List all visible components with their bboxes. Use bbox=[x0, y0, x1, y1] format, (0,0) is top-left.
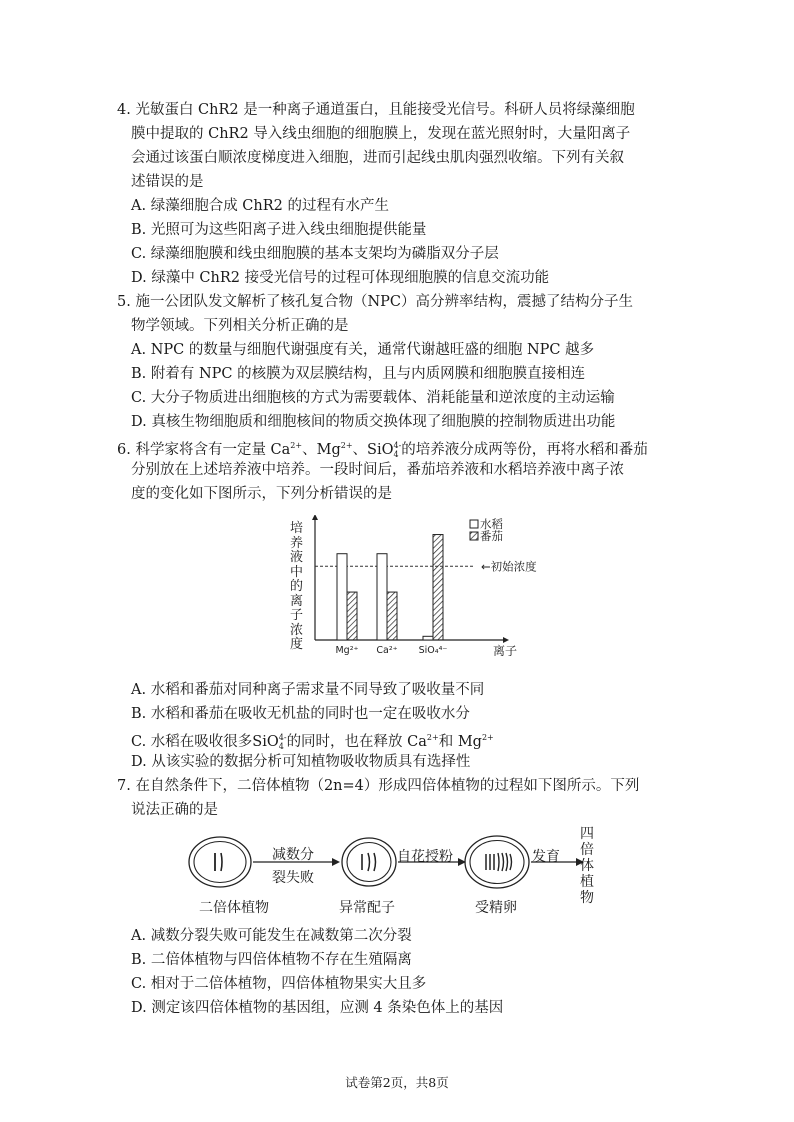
q6-text: 的同时，也在释放 Ca bbox=[286, 733, 427, 750]
q6-superscript: 2+ bbox=[481, 733, 494, 742]
initial-concentration-label: ←初始浓度 bbox=[481, 559, 537, 574]
q4-option-d: D. 绿藻中 ChR2 接受光信号的过程可体现细胞膜的信息交流功能 bbox=[131, 270, 550, 286]
stage-3-label: 受精卵 bbox=[475, 900, 517, 916]
q6-stem-line: 分别放在上述培养液中培养。一段时间后，番茄培养液和水稻培养液中离子浓 bbox=[131, 462, 624, 478]
q4-stem-line: 述错误的是 bbox=[131, 174, 204, 190]
page-footer: 试卷第2页，共8页 bbox=[345, 1075, 449, 1090]
final-char: 倍 bbox=[580, 842, 594, 858]
q4-stem-line: 4. 光敏蛋白 ChR2 是一种离子通道蛋白，且能接受光信号。科研人员将绿藻细胞 bbox=[117, 102, 635, 118]
final-stage-label bbox=[580, 826, 596, 906]
legend-swatch bbox=[470, 532, 478, 540]
ion-concentration-chart bbox=[285, 515, 545, 665]
x-tick-label: SiO₄⁴⁻ bbox=[418, 645, 448, 656]
q6-option-a: A. 水稻和番茄对同种离子需求量不同导致了吸收量不同 bbox=[131, 682, 485, 698]
q5-stem-line: 物学领域。下列相关分析正确的是 bbox=[131, 318, 349, 334]
q5-option-d: D. 真核生物细胞质和细胞核间的物质交换体现了细胞膜的控制物质进出功能 bbox=[131, 414, 616, 430]
final-char: 体 bbox=[580, 858, 594, 874]
q4-option-c: C. 绿藻细胞膜和线虫细胞膜的基本支架均为磷脂双分子层 bbox=[131, 246, 499, 262]
q6-option-c bbox=[131, 728, 494, 752]
q6-text: 、Mg bbox=[302, 441, 341, 458]
q6-subscript: 4 bbox=[278, 741, 284, 751]
bar-tomato bbox=[387, 592, 397, 640]
q7-stem-line: 7. 在自然条件下，二倍体植物（2n=4）形成四倍体植物的过程如下图所示。下列 bbox=[117, 778, 640, 794]
arrow-1-label-top: 减数分 bbox=[272, 847, 314, 863]
q6-text: 、SiO bbox=[352, 441, 394, 458]
q6-stem-line bbox=[117, 436, 648, 460]
q6-superscript: 4- bbox=[393, 440, 402, 450]
q6-text: 的培养液分成两等份，再将水稻和番茄 bbox=[401, 441, 648, 458]
q4-option-a: A. 绿藻细胞合成 ChR2 的过程有水产生 bbox=[131, 198, 389, 214]
q5-option-a: A. NPC 的数量与细胞代谢强度有关，通常代谢越旺盛的细胞 NPC 越多 bbox=[131, 342, 595, 358]
legend-label: 番茄 bbox=[480, 529, 503, 543]
q6-superscript: 4- bbox=[278, 732, 287, 742]
abnormal-gamete-cell bbox=[342, 838, 396, 886]
final-char: 四 bbox=[580, 826, 594, 842]
q6-option-b: B. 水稻和番茄在吸收无机盐的同时也一定在吸收水分 bbox=[131, 706, 470, 722]
final-char: 植 bbox=[580, 874, 594, 890]
arrow-1-label bbox=[272, 846, 314, 887]
bar-tomato bbox=[347, 592, 357, 640]
q7-stem-line: 说法正确的是 bbox=[131, 802, 218, 818]
chart-y-axis-label: 培养液中的离子浓度 bbox=[290, 521, 304, 652]
q6-superscript: 2+ bbox=[426, 733, 439, 742]
bar-tomato bbox=[433, 535, 443, 640]
bar-rice bbox=[337, 554, 347, 640]
q6-text: 和 Mg bbox=[438, 733, 482, 750]
legend-label: 水稻 bbox=[480, 517, 503, 531]
arrow-1-label-bottom: 裂失败 bbox=[272, 870, 314, 886]
q6-text: 6. 科学家将含有一定量 Ca bbox=[117, 441, 291, 458]
q5-stem-line: 5. 施一公团队发文解析了核孔复合物（NPC）高分辨率结构，震撼了结构分子生 bbox=[117, 294, 633, 310]
q4-stem-line: 膜中提取的 ChR2 导入线虫细胞的细胞膜上，发现在蓝光照射时，大量阳离子 bbox=[131, 126, 631, 142]
q7-option-b: B. 二倍体植物与四倍体植物不存在生殖隔离 bbox=[131, 952, 412, 968]
stage-2-label: 异常配子 bbox=[339, 900, 395, 916]
q6-superscript: 2+ bbox=[290, 441, 303, 450]
arrow-2-label: 自花授粉 bbox=[397, 849, 453, 865]
q7-option-a: A. 减数分裂失败可能发生在减数第二次分裂 bbox=[131, 928, 412, 944]
y-axis-arrow bbox=[312, 515, 318, 520]
q6-subscript: 4 bbox=[393, 449, 399, 459]
x-axis-label: 离子 bbox=[493, 644, 518, 658]
bar-rice bbox=[423, 636, 433, 640]
q6-option-d: D. 从该实验的数据分析可知植物吸收物质具有选择性 bbox=[131, 754, 471, 770]
zygote-cell bbox=[465, 836, 529, 888]
q7-option-c: C. 相对于二倍体植物，四倍体植物果实大且多 bbox=[131, 976, 427, 992]
final-char: 物 bbox=[580, 890, 594, 906]
x-tick-label: Mg²⁺ bbox=[335, 645, 359, 656]
q5-option-b: B. 附着有 NPC 的核膜为双层膜结构，且与内质网膜和细胞膜直接相连 bbox=[131, 366, 586, 382]
arrow-3-label: 发育 bbox=[532, 849, 560, 865]
diploid-cell bbox=[189, 837, 251, 887]
stage-1-label: 二倍体植物 bbox=[199, 900, 269, 916]
x-tick-label: Ca²⁺ bbox=[376, 645, 398, 656]
q7-option-d: D. 测定该四倍体植物的基因组，应测 4 条染色体上的基因 bbox=[131, 1000, 504, 1016]
q6-superscript: 2+ bbox=[340, 441, 353, 450]
bar-rice bbox=[377, 554, 387, 640]
x-axis-arrow bbox=[503, 637, 509, 643]
legend-swatch bbox=[470, 520, 478, 528]
q4-stem-line: 会通过该蛋白顺浓度梯度进入细胞，进而引起线虫肌肉强烈收缩。下列有关叙 bbox=[131, 150, 624, 166]
q4-option-b: B. 光照可为这些阳离子进入线虫细胞提供能量 bbox=[131, 222, 427, 238]
q6-stem-line: 度的变化如下图所示，下列分析错误的是 bbox=[131, 486, 392, 502]
q5-option-c: C. 大分子物质进出细胞核的方式为需要载体、消耗能量和逆浓度的主动运输 bbox=[131, 390, 615, 406]
q6-text: C. 水稻在吸收很多SiO bbox=[131, 733, 279, 750]
